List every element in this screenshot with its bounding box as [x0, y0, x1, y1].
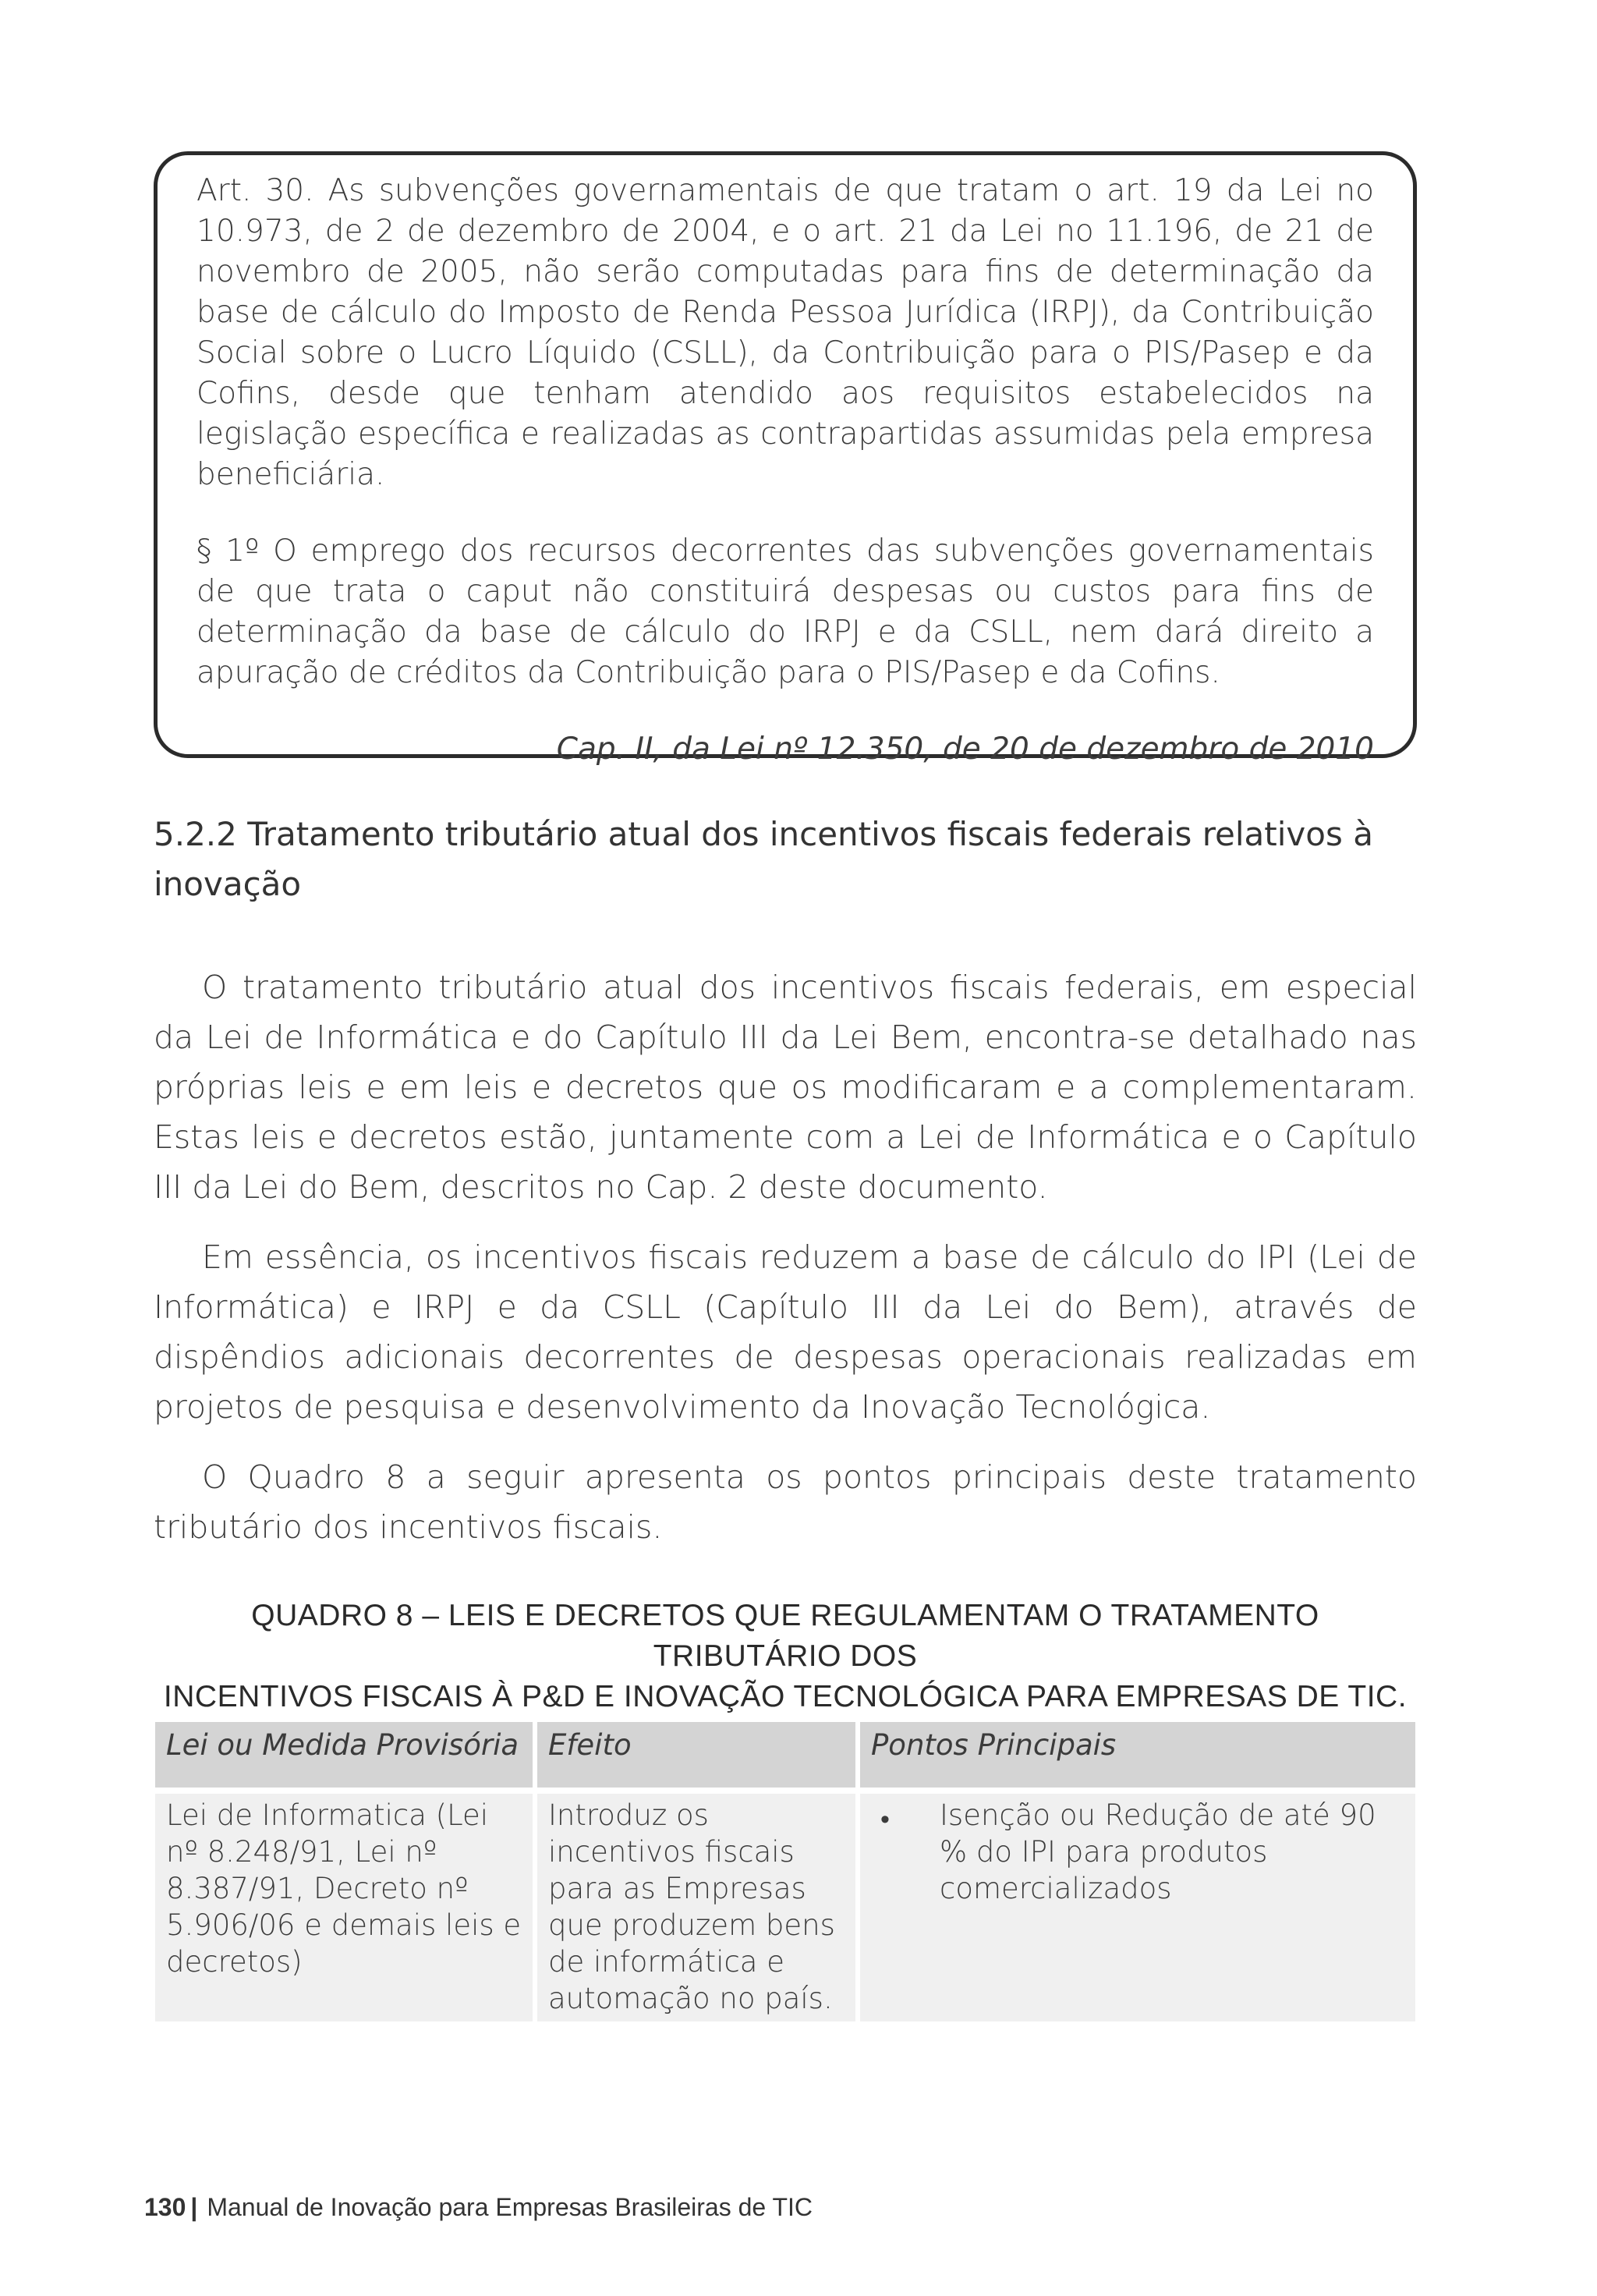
quote-article-30: Art. 30. As subvenções governamentais de que tratam o art. 19 da Lei no 10.973, de 2 de dezembro de 2004, e o art. 21 da Lei no 11.196, de 21 de novembro de 2005, não serão computadas para fins de determinação da base de cálculo do Imposto de Renda Pessoa Jurídica (IRPJ), da Contribuição Social sobre o Lucro Líquido (CSLL), da Contribuição para o PIS/Pasep e da Cofins, desde que tenham atendido aos requisitos estabelecidos na legislação específica e realizadas as contrapartidas assumidas pela empresa beneficiária.	[197, 173, 1374, 492]
table-caption	[154, 1596, 1417, 1717]
page-number: 130	[144, 2193, 186, 2221]
body-paragraph-1: O tratamento tributário atual dos incentivos fiscais federais, em especial da Lei de Informática e do Capítulo III da Lei Bem, encontra-se detalhado nas próprias leis e em leis e decretos que os modificaram e a complementaram. Estas leis e decretos estão, juntamente com a Lei de Informática e o Capítulo III da Lei do Bem, descritos no Cap. 2 deste documento.	[154, 969, 1417, 1206]
page-footer	[144, 2191, 813, 2223]
section-heading: 5.2.2 Tratamento tributário atual dos incentivos fiscais federais relativos à inovação	[154, 815, 1373, 903]
table-caption-line-1: QUADRO 8 – LEIS E DECRETOS QUE REGULAMENTAM O TRATAMENTO TRIBUTÁRIO DOS	[251, 1599, 1319, 1673]
table-row	[155, 1794, 1415, 2021]
main-point-text: Isenção ou Redução de até 90 % do IPI para produtos comercializados	[940, 1798, 1376, 1905]
header-effect: Efeito	[537, 1722, 855, 1794]
main-points-list	[871, 1797, 1404, 1907]
table-header-row	[155, 1722, 1415, 1794]
header-main-points: Pontos Principais	[860, 1722, 1415, 1794]
quote-paragraph-1: § 1º O emprego dos recursos decorrentes das subvenções governamentais de que trata o caput não constituirá despesas ou custos para fins de determinação da base de cálculo do IRPJ e da CSLL, nem dará direito a apuração de créditos da Contribuição para o PIS/Pasep e da Cofins.	[197, 533, 1374, 690]
list-item	[871, 1797, 1404, 1907]
bullet-icon: •	[880, 1804, 890, 1835]
cell-effect: Introduz os incentivos fiscais para as Empresas que produzem bens de informática e automação no país.	[537, 1794, 855, 2021]
quote-citation: Cap. II, da Lei nº 12.350, de 20 de dezembro de 2010	[556, 732, 1374, 767]
footer-separator: |	[190, 2193, 198, 2221]
table-caption-line-2: INCENTIVOS FISCAIS À P&D E INOVAÇÃO TECNOLÓGICA PARA EMPRESAS DE TIC.	[163, 1680, 1408, 1713]
cell-law: Lei de Informatica (Lei nº 8.248/91, Lei nº 8.387/91, Decreto nº 5.906/06 e demais leis e decretos)	[155, 1794, 533, 2021]
legal-quote-box	[154, 151, 1417, 767]
quadro-8-table	[150, 1722, 1420, 2021]
body-paragraph-3: O Quadro 8 a seguir apresenta os pontos principais deste tratamento tributário dos incentivos fiscais.	[154, 1458, 1417, 1546]
header-law: Lei ou Medida Provisória	[155, 1722, 533, 1794]
body-paragraph-2: Em essência, os incentivos fiscais reduzem a base de cálculo do IPI (Lei de Informática) e IRPJ e da CSLL (Capítulo III da Lei do Bem), através de dispêndios adicionais decorrentes de despesas operacionais realizadas em projetos de pesquisa e desenvolvimento da Inovação Tecnológica.	[154, 1238, 1417, 1426]
cell-main-points	[860, 1794, 1415, 2021]
section-body	[154, 962, 1417, 1552]
footer-title: Manual de Inovação para Empresas Brasileiras de TIC	[207, 2193, 813, 2221]
